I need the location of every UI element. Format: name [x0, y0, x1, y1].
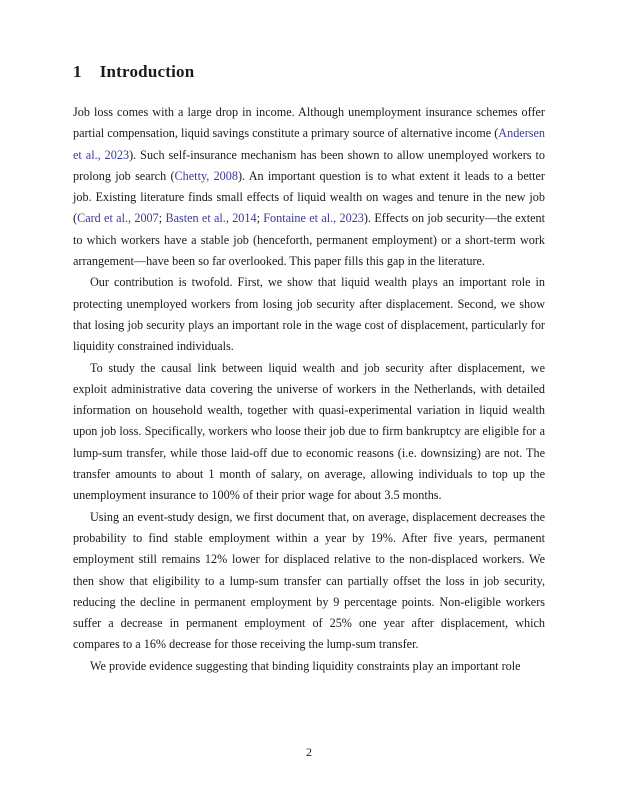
- text-run: Job loss comes with a large drop in income. Although unemployment insurance schemes offer partial compensation, liquid savings constitute a primary source of alternative income (: [73, 105, 545, 141]
- page-content: [73, 62, 545, 677]
- text-run: ). Effects on job security—the extent to which workers have a stable job (henceforth, permanent employment) or a short-term work arrangement—have been so far overlooked. This paper fills this gap in the literature.: [73, 211, 546, 269]
- paragraph-4: Using an event-study design, we first document that, on average, displacement decreases the probability to find stable employment within a year by 19%. After five years, permanent employment still remains 12% lower for displaced relative to the non-displaced workers. We then show that eligibility to a lump-sum transfer can partially offset the loss in job security, reducing the decline in permanent employment by 9 percentage points. Non-eligible workers suffer a decrease in permanent employment of 25% one year after displacement, which compares to a 16% decrease for those receiving the lump-sum transfer.: [73, 509, 545, 652]
- citation-link[interactable]: Card et al., 2007: [77, 211, 159, 226]
- page-number: 2: [306, 745, 312, 759]
- section-title: Introduction: [99, 62, 195, 81]
- section-number: 1: [73, 62, 82, 81]
- text-run: ). An important question is to what extent it leads to a better job. Existing literature finds small effects of liquid wealth on wages and tenure in the new job (: [73, 168, 545, 226]
- text-run: ;: [158, 211, 166, 226]
- text-run: ;: [256, 211, 264, 226]
- citation-link[interactable]: Fontaine et al., 2023: [263, 211, 364, 226]
- citation-link[interactable]: Chetty, 2008: [174, 168, 238, 183]
- body-text: [73, 102, 545, 677]
- paragraph-3: To study the causal link between liquid wealth and job security after displacement, we exploit administrative data covering the universe of workers in the Netherlands, with detailed information on household wealth, together with quasi-experimental variation in liquid wealth upon job loss. Specifically, workers who loose their job due to firm bankruptcy are eligible for a lump-sum transfer, while those laid-off due to economic reasons (i.e. downsizing) are not. The transfer amounts to about 1 month of salary, on average, allowing individuals to top up the unemployment insurance to 100% of their prior wage for about 3.5 months.: [73, 360, 545, 503]
- citation-link[interactable]: Basten et al., 2014: [165, 211, 257, 226]
- paragraph-1: [73, 102, 545, 272]
- paragraph-5: We provide evidence suggesting that binding liquidity constraints play an important role: [90, 658, 521, 673]
- section-heading: [73, 62, 545, 82]
- citation-link[interactable]: Andersen et al., 2023: [73, 126, 545, 162]
- paragraph-2: Our contribution is twofold. First, we show that liquid wealth plays an important role in protecting unemployed workers from losing job security after displacement. Second, we show that losing job security plays an important role in the wage cost of displacement, particularly for liquidity constrained individuals.: [73, 275, 545, 354]
- text-run: ). Such self-insurance mechanism has been shown to allow unemployed workers to prolong job search (: [73, 147, 545, 183]
